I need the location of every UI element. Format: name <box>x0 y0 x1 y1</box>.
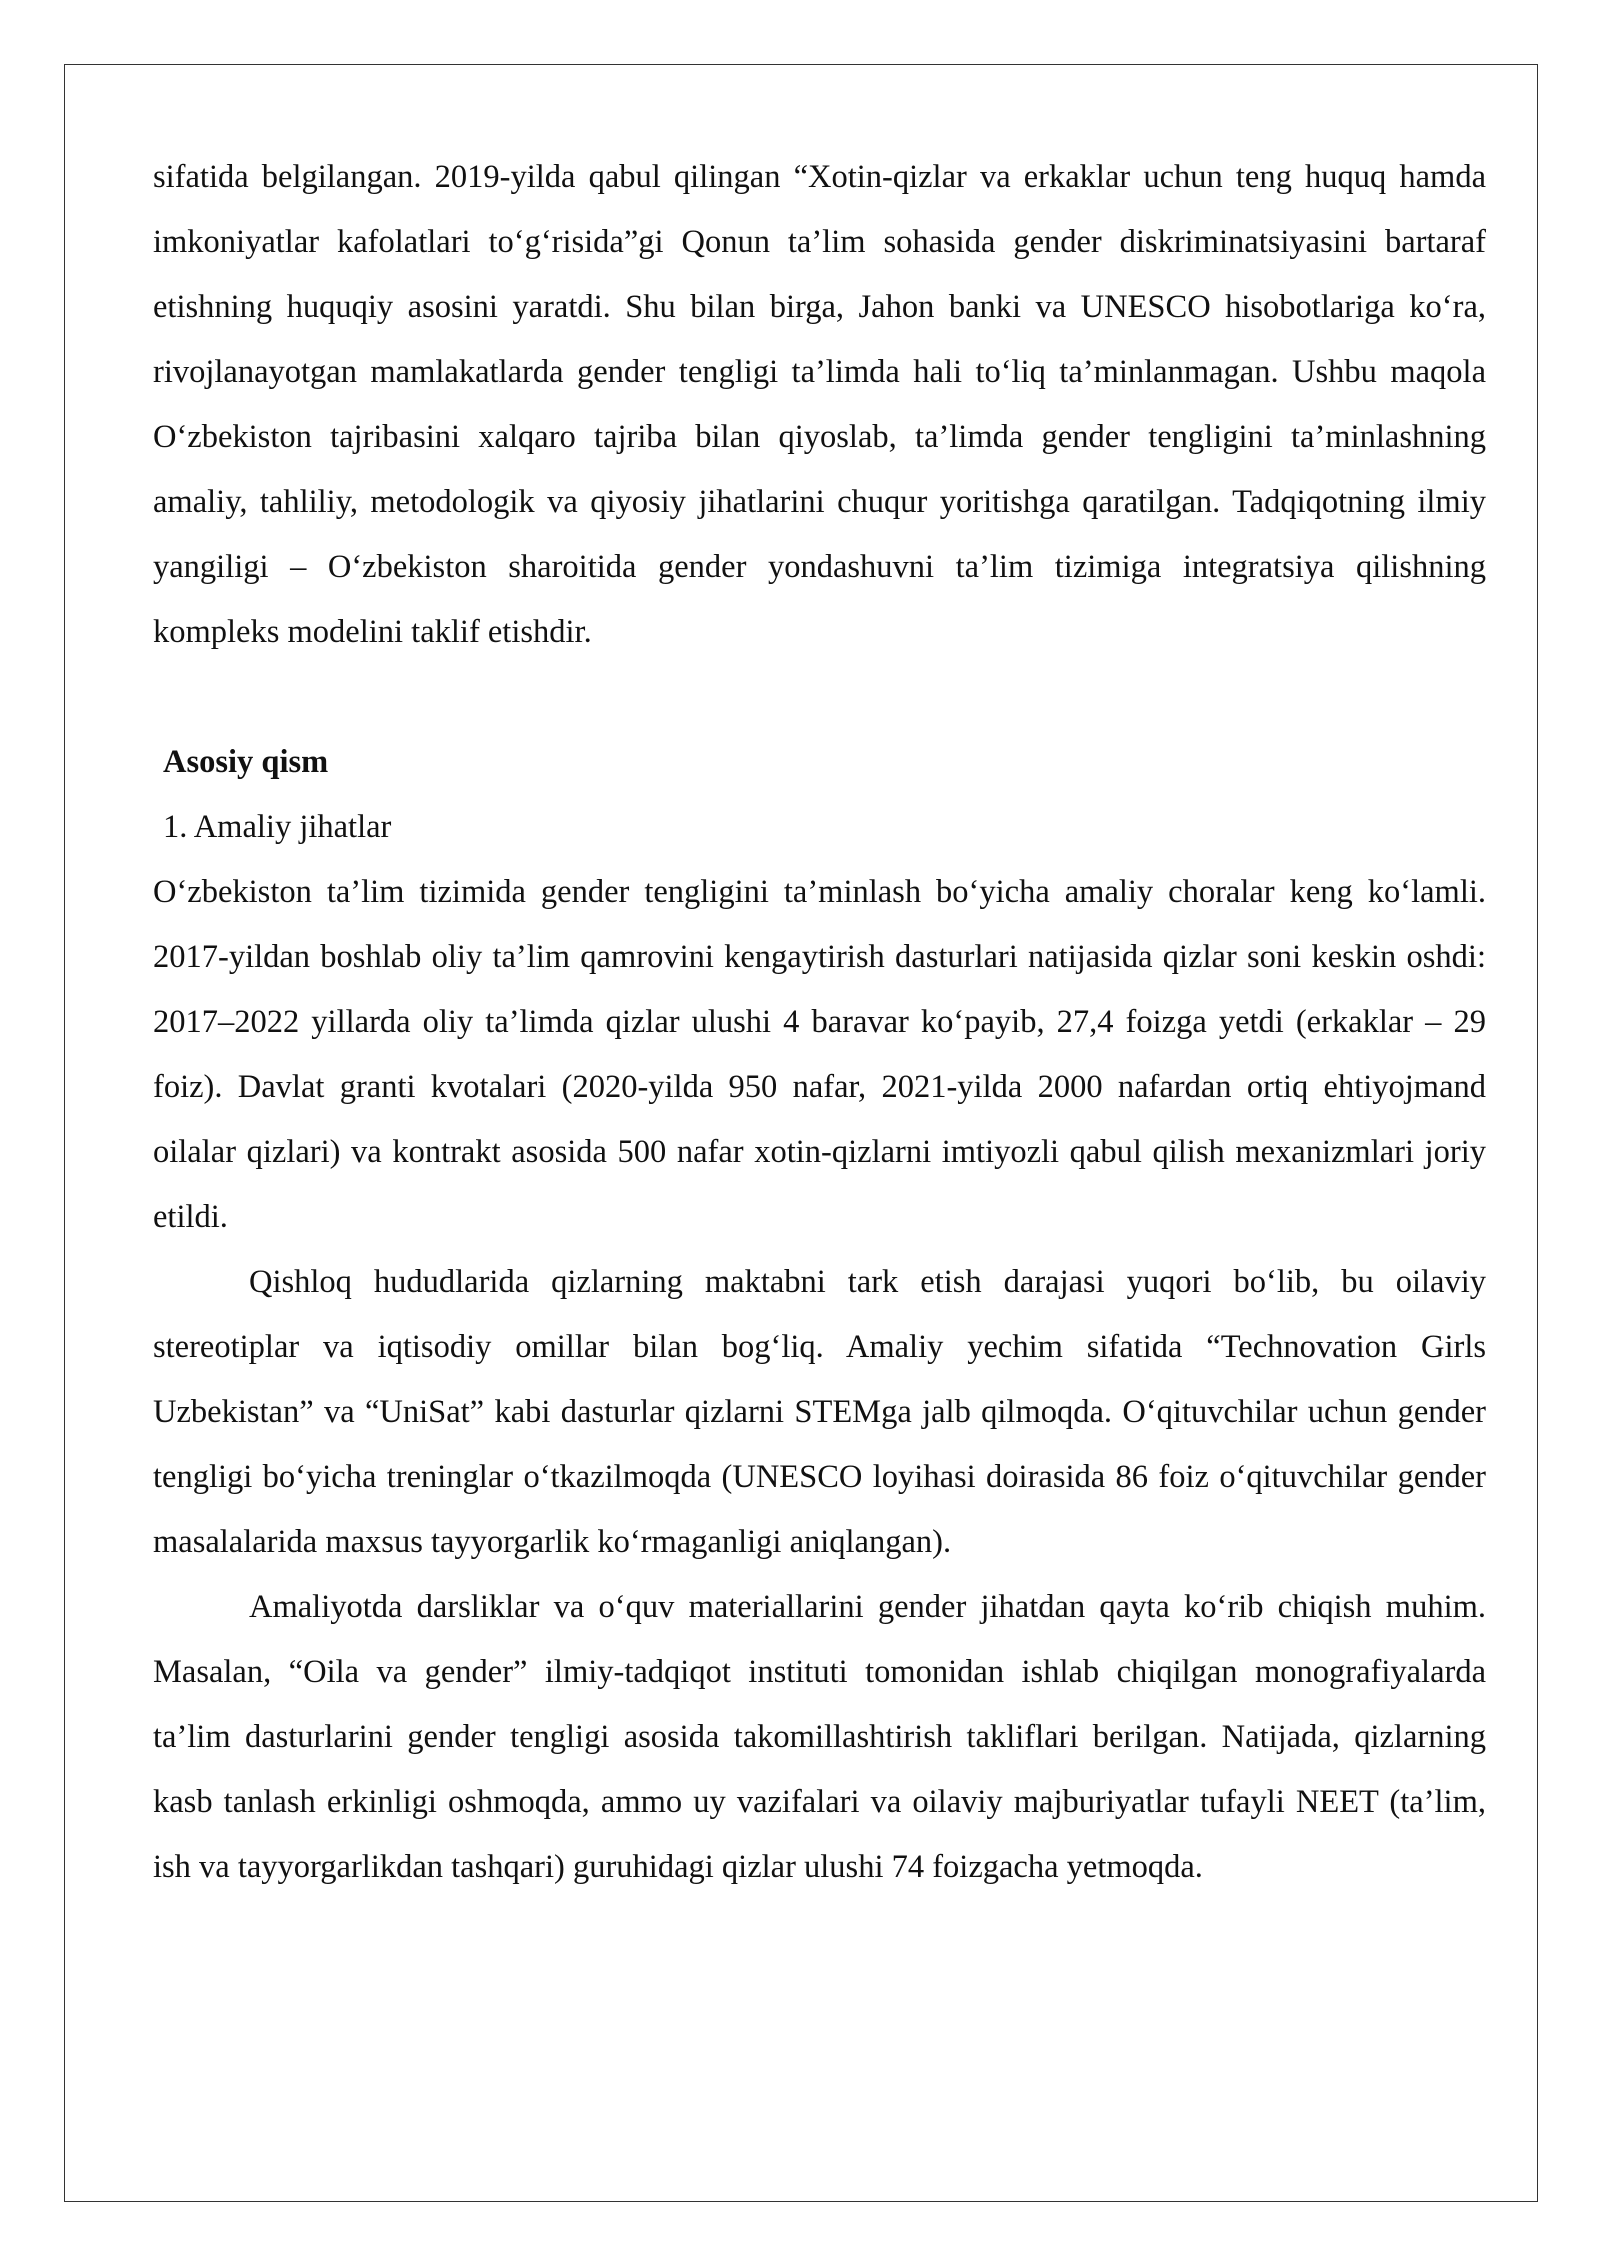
subsection-heading: 1. Amaliy jihatlar <box>163 809 392 845</box>
section-heading: Asosiy qism <box>163 744 329 780</box>
body-paragraph: O‘zbekiston ta’lim tizimida gender tengligini ta’minlash bo‘yicha amaliy choralar keng ko‘lamli. 2017-yildan boshlab oliy ta’lim qamrovini kengaytirish dasturlari natijasida qizlar soni keskin oshdi: 2017–2022 yillarda oliy ta’limda qizlar ulushi 4 baravar ko‘payib, 27,4 foizga yetdi (erkaklar – 29 foiz). Davlat granti kvotalari (2020-yilda 950 nafar, 2021-yilda 2000 nafardan ortiq ehtiyojmand oilalar qizlari) va kontrakt asosida 500 nafar xotin-qizlarni imtiyozli qabul qilish mexanizmlari joriy etildi. <box>153 874 1486 1235</box>
section-spacer <box>153 665 1486 730</box>
body-paragraph: Amaliyotda darsliklar va o‘quv materiallarini gender jihatdan qayta ko‘rib chiqish muhim. Masalan, “Oila va gender” ilmiy-tadqiqot instituti tomonidan ishlab chiqilgan monografiyalarda ta’lim dasturlarini gender tengligi asosida takomillashtirish takliflari berilgan. Natijada, qizlarning kasb tanlash erkinligi oshmoqda, ammo uy vazifalari va oilaviy majburiyatlar tufayli NEET (ta’lim, ish va tayyorgarlikdan tashqari) guruhidagi qizlar ulushi 74 foizgacha yetmoqda. <box>153 1589 1486 1885</box>
body-paragraph: Qishloq hududlarida qizlarning maktabni tark etish darajasi yuqori bo‘lib, bu oilaviy stereotiplar va iqtisodiy omillar bilan bog‘liq. Amaliy yechim sifatida “Technovation Girls Uzbekistan” va “UniSat” kabi dasturlar qizlarni STEMga jalb qilmoqda. O‘qituvchilar uchun gender tengligi bo‘yicha treninglar o‘tkazilmoqda (UNESCO loyihasi doirasida 86 foiz o‘qituvchilar gender masalalarida maxsus tayyorgarlik ko‘rmaganligi aniqlangan). <box>153 1264 1486 1560</box>
document-body <box>153 145 1486 1900</box>
intro-paragraph: sifatida belgilangan. 2019-yilda qabul qilingan “Xotin-qizlar va erkaklar uchun teng huquq hamda imkoniyatlar kafolatlari to‘g‘risida”gi Qonun ta’lim sohasida gender diskriminatsiyasini bartaraf etishning huquqiy asosini yaratdi. Shu bilan birga, Jahon banki va UNESCO hisobotlariga ko‘ra, rivojlanayotgan mamlakatlarda gender tengligi ta’limda hali to‘liq ta’minlanmagan. Ushbu maqola O‘zbekiston tajribasini xalqaro tajriba bilan qiyoslab, ta’limda gender tengligini ta’minlashning amaliy, tahliliy, metodologik va qiyosiy jihatlarini chuqur yoritishga qaratilgan. Tadqiqotning ilmiy yangiligi – O‘zbekiston sharoitida gender yondashuvni ta’lim tizimiga integratsiya qilishning kompleks modelini taklif etishdir. <box>153 159 1486 650</box>
